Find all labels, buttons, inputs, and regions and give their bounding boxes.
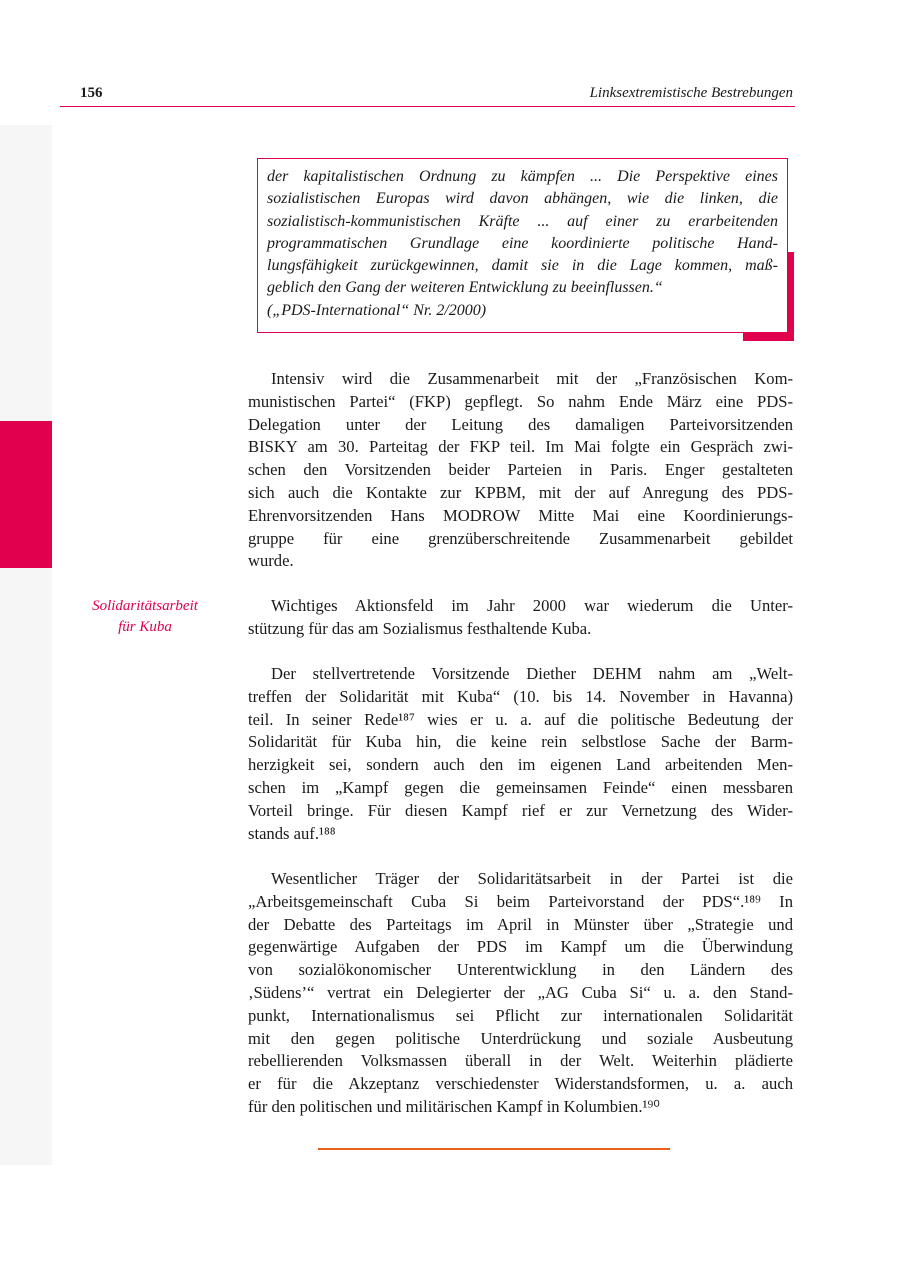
header-rule xyxy=(60,106,795,107)
text-line: der Debatte des Parteitags im April in Münster über „Strategie und xyxy=(248,914,793,934)
text-line: Vorteil bringe. Für diesen Kampf rief er zur Vernetzung des Wider- xyxy=(248,800,793,820)
text-line: für den politischen und militärischen Kampf in Kolumbien.¹⁹⁰ xyxy=(248,1096,660,1116)
margin-note-line: Solidaritätsarbeit xyxy=(92,598,198,614)
text-line: BISKY am 30. Parteitag der FKP teil. Im Mai folgte ein Gespräch zwi- xyxy=(248,437,793,457)
text-line: wurde. xyxy=(248,551,294,571)
footer-rule xyxy=(318,1148,670,1150)
text-line: treffen der Solidarität mit Kuba“ (10. bis 14. November in Havanna) xyxy=(248,686,793,706)
text-line: stands auf.¹⁸⁸ xyxy=(248,823,336,843)
quote-line: der kapitalistischen Ordnung zu kämpfen ... Die Perspektive eines xyxy=(267,168,778,185)
margin-band xyxy=(0,125,52,1165)
quote-line: sozialistischen Europas wird davon abhängen, wie die linken, die xyxy=(267,190,778,208)
text-line: schen im „Kampf gegen die gemeinsamen Feinde“ einen messbaren xyxy=(248,777,793,797)
section-marker-bar xyxy=(0,421,52,568)
page-number: 156 xyxy=(80,85,103,101)
quote-box xyxy=(257,158,788,333)
text-line: rebellierenden Volksmassen überall in der Welt. Weiterhin plädierte xyxy=(248,1051,793,1071)
running-title: Linksextremistische Bestrebungen xyxy=(589,85,793,101)
text-line: von sozialökonomischer Unterentwicklung in den Ländern des xyxy=(248,960,793,980)
quote-line: programmatischen Grundlage eine koordinierte politische Hand- xyxy=(267,234,778,252)
text-line: Der stellvertretende Vorsitzende Diether DEHM nahm am „Welt- xyxy=(271,664,793,683)
text-line: munistischen Partei“ (FKP) gepflegt. So nahm Ende März eine PDS- xyxy=(248,391,793,411)
text-line: Delegation unter der Leitung des damaligen Parteivorsitzenden xyxy=(248,414,793,434)
text-line: punkt, Internationalismus sei Pflicht zur internationalen Solidarität xyxy=(248,1005,793,1025)
text-line: stützung für das am Sozialismus festhaltende Kuba. xyxy=(248,618,592,638)
text-line: teil. In seiner Rede¹⁸⁷ wies er u. a. auf die politische Bedeutung der xyxy=(248,709,793,729)
margin-note xyxy=(60,596,230,638)
text-line: gegenwärtige Aufgaben der PDS im Kampf um die Überwindung xyxy=(248,937,793,957)
text-line: Solidarität für Kuba hin, die keine rein selbstlose Sache der Barm- xyxy=(248,732,793,752)
paragraph xyxy=(248,663,793,845)
text-line: schen den Vorsitzenden beider Parteien in Paris. Enger gestalteten xyxy=(248,460,793,480)
quote-line: sozialistisch-kommunistischen Kräfte ... auf einer zu erarbeitenden xyxy=(267,212,778,230)
text-line: Wesentlicher Träger der Solidaritätsarbeit in der Partei ist die xyxy=(271,869,793,888)
text-line: „Arbeitsgemeinschaft Cuba Si beim Parteivorstand der PDS“.¹⁸⁹ In xyxy=(248,891,793,911)
text-line: Intensiv wird die Zusammenarbeit mit der „Französischen Kom- xyxy=(271,369,793,388)
quote-line: („PDS-International“ Nr. 2/2000) xyxy=(267,301,487,319)
paragraph xyxy=(248,868,793,1119)
quote-line: lungsfähigkeit zurückgewinnen, damit sie in die Lage kommen, maß- xyxy=(267,257,778,275)
text-line: ‚Südens’“ vertrat ein Delegierter der „AG Cuba Si“ u. a. den Stand- xyxy=(248,982,793,1002)
text-line: mit den gegen politische Unterdrückung und soziale Ausbeutung xyxy=(248,1028,793,1048)
text-line: Wichtiges Aktionsfeld im Jahr 2000 war wiederum die Unter- xyxy=(271,596,793,615)
text-line: Ehrenvorsitzenden Hans MODROW Mitte Mai eine Koordinierungs- xyxy=(248,505,793,525)
text-line: sich auch die Kontakte zur KPBM, mit der auf Anregung des PDS- xyxy=(248,482,793,502)
text-line: er für die Akzeptanz verschiedenster Widerstandsformen, u. a. auch xyxy=(248,1074,793,1094)
quote-line: geblich den Gang der weiteren Entwicklung zu beeinflussen.“ xyxy=(267,279,663,297)
text-line: herzigkeit sei, sondern auch den im eigenen Land arbeitenden Men- xyxy=(248,755,793,775)
paragraph xyxy=(248,595,793,641)
paragraph xyxy=(248,368,793,573)
margin-note-line: für Kuba xyxy=(118,619,172,635)
text-line: gruppe für eine grenzüberschreitende Zusammenarbeit gebildet xyxy=(248,528,793,548)
